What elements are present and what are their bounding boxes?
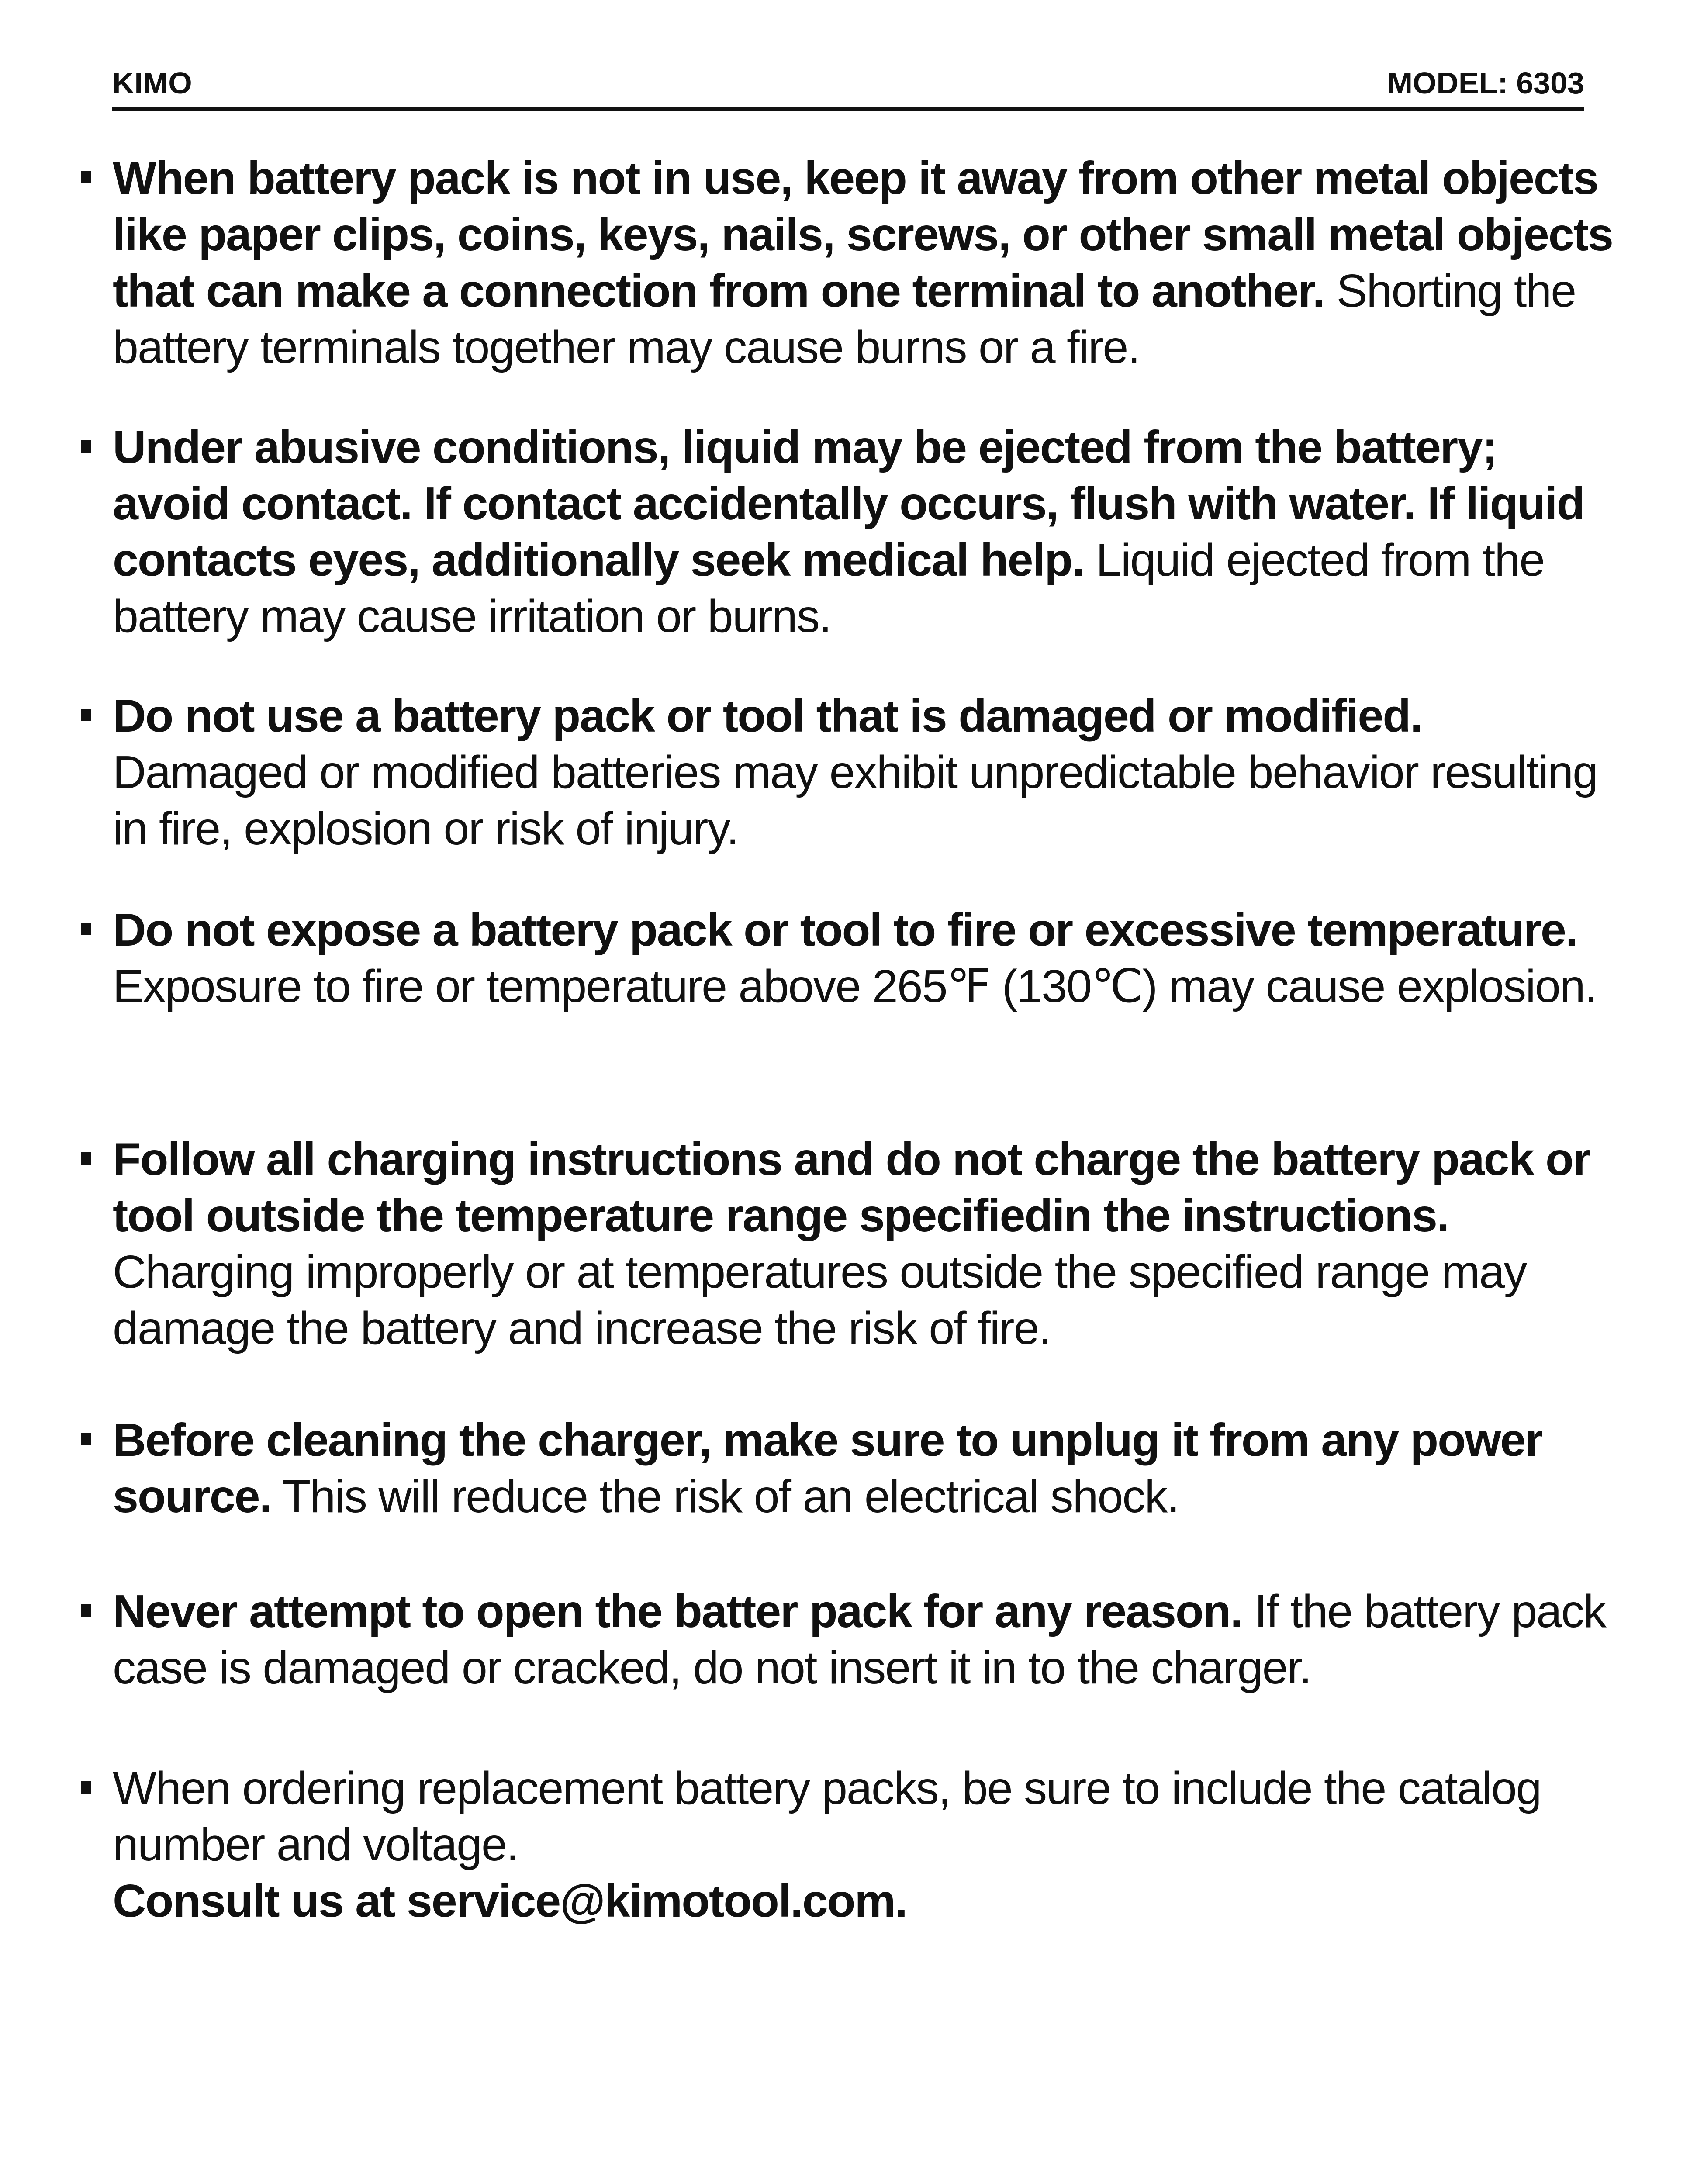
item-heading: Follow all charging instructions and do not charge the battery pack or tool outside the temperature range specifiedin the instructions. (113, 1133, 1590, 1241)
item-body: This will reduce the risk of an electrical shock. (271, 1471, 1179, 1522)
list-item-text (113, 688, 1615, 857)
item-heading: Do not expose a battery pack or tool to fire or excessive temperature. (113, 904, 1578, 956)
item-body: Liquid ejected from the battery may cause irritation or burns. (113, 534, 1545, 642)
bullet-icon (81, 1781, 91, 1794)
bullet-icon (81, 709, 91, 721)
brand-name: KIMO (112, 66, 192, 100)
bullet-icon (81, 1152, 91, 1165)
list-item-text (113, 1760, 1615, 1929)
page-header (112, 66, 1584, 111)
item-heading: Under abusive conditions, liquid may be ejected from the battery; avoid contact. If contact accidentally occurs, flush with water. If liquid contacts eyes, additionally seek medical help. (113, 422, 1584, 586)
item-heading: Before cleaning the charger, make sure to unplug it from any power source. (113, 1414, 1542, 1522)
list-item-text (113, 150, 1615, 376)
item-heading: When battery pack is not in use, keep it away from other metal objects like paper clips, coins, keys, nails, screws, or other small metal objects that can make a connection from one terminal to another. (113, 152, 1613, 317)
bullet-icon (81, 1433, 91, 1445)
list-item-text (113, 1131, 1615, 1357)
bullet-icon (81, 923, 91, 935)
bullet-icon (81, 1604, 91, 1617)
item-heading: Never attempt to open the batter pack for any reason. (113, 1586, 1242, 1637)
item-body: Exposure to fire or temperature above 265℉ (130℃) may cause explosion. (113, 961, 1597, 1012)
list-item-text (113, 1412, 1615, 1525)
item-body: When ordering replacement battery packs, be sure to include the catalog number and voltage. (113, 1762, 1541, 1870)
item-body: If the battery pack case is damaged or cracked, do not insert it in to the charger. (113, 1586, 1606, 1693)
contact-line: Consult us at service@kimotool.com. (113, 1875, 907, 1927)
bullet-icon (81, 171, 91, 183)
item-body: Damaged or modified batteries may exhibit unpredictable behavior resulting in fire, explosion or risk of injury. (113, 746, 1598, 854)
list-item-text (113, 902, 1615, 1015)
item-body: Shorting the battery terminals together may cause burns or a fire. (113, 265, 1576, 373)
list-item-text (113, 1583, 1615, 1696)
model-number: MODEL: 6303 (1387, 66, 1584, 100)
list-item-text (113, 419, 1615, 645)
bullet-icon (81, 440, 91, 453)
item-body: Charging improperly or at temperatures outside the specified range may damage the battery and increase the risk of fire. (113, 1246, 1527, 1354)
item-heading: Do not use a battery pack or tool that is damaged or modified. (113, 690, 1422, 742)
